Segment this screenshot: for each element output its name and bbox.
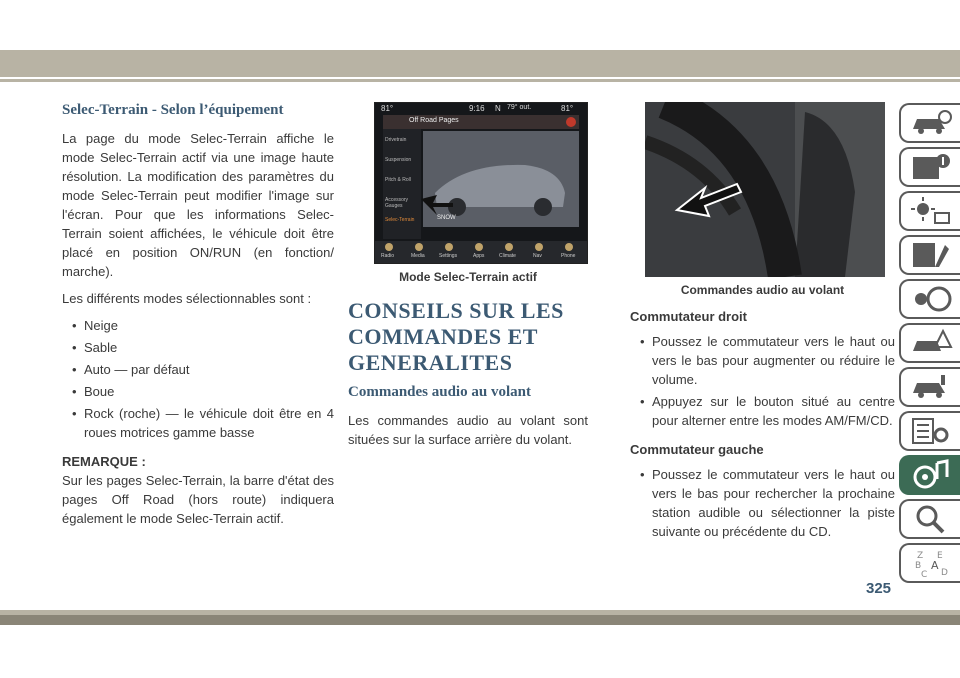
screen-temp-left: 81° — [381, 104, 394, 113]
screen-illustration — [375, 103, 587, 263]
left-switch-label: Commutateur gauche — [630, 442, 764, 457]
list-item: • Neige — [62, 316, 334, 335]
tab-starting-driving[interactable] — [899, 235, 960, 275]
page-number: 325 — [866, 580, 892, 597]
modes-list — [62, 316, 334, 442]
index-letter: A — [930, 559, 939, 572]
tab-index[interactable] — [899, 543, 960, 583]
modes-intro: Les différents modes sélectionnables sont : — [62, 291, 312, 306]
footer-band-dark — [0, 615, 960, 625]
screen-bottom-item: Phone — [561, 253, 576, 259]
audio-controls-subheading: Commandes audio au volant — [348, 384, 531, 400]
tab-maintenance[interactable] — [899, 367, 960, 407]
list-item: • Rock (roche) — le véhicule doit être en 4 roues motrices gamme basse — [62, 404, 334, 442]
screen-time: 9:16 — [469, 104, 485, 113]
selec-terrain-subheading: Selec-Terrain - Selon l’équipement — [62, 102, 284, 118]
tab-multimedia[interactable] — [899, 455, 960, 495]
index-letter: D — [940, 568, 948, 578]
screen-title: Off Road Pages — [409, 117, 459, 124]
right-switch-list — [630, 332, 895, 430]
tab-emergency[interactable] — [899, 323, 960, 363]
tab-specs[interactable] — [899, 411, 960, 451]
section-heading: CONSEILS SUR LES COMMANDES ET GENERALITES — [348, 298, 564, 375]
chapter-tabs — [899, 103, 960, 587]
car-info-icon — [909, 107, 953, 139]
screen-compass: N — [495, 104, 501, 113]
list-item: • Auto — par défaut — [62, 360, 334, 379]
column-middle — [348, 102, 588, 457]
screen-menu-item: Selec-Terrain — [385, 217, 415, 223]
screen-menu-item: Pitch & Roll — [385, 177, 411, 183]
column-left — [62, 102, 334, 536]
screen-bottom-item: Radio — [381, 253, 395, 259]
starting-driving-icon — [909, 239, 953, 271]
screen-bottom-item: Apps — [473, 253, 485, 259]
list-item: • Poussez le commutateur vers le haut ou vers le bas pour augmenter ou réduire le volume. — [630, 332, 895, 389]
specs-gear-icon — [909, 415, 953, 447]
screen-bottom-item: Nav — [533, 253, 542, 259]
tab-lights-message[interactable] — [899, 191, 960, 231]
selec-terrain-paragraph: La page du mode Selec-Terrain affiche le mode Selec-Terrain actif via une image haute résolution. La modification des paramètres du mode Selec-Terrain peut modifier l'image sur l'écran. Pour que les informations Selec-Terrain soient affichées, le véhicule doit être placé en position ON/RUN (en fonction/ marche). — [62, 131, 334, 279]
list-item: • Appuyez sur le bouton situé au centre pour alterner entre les modes AM/FM/CD. — [630, 392, 895, 430]
wheel-caption: Commandes audio au volant — [680, 283, 845, 297]
screen-menu-item: Suspension — [385, 157, 412, 163]
list-item: • Poussez le commutateur vers le haut ou vers le bas pour rechercher la prochaine station audible ou sélectionner la piste suivante ou précédente du CD. — [630, 465, 895, 541]
list-item: • Boue — [62, 382, 334, 401]
list-item: • Sable — [62, 338, 334, 357]
tab-warning-info[interactable] — [899, 147, 960, 187]
screen-bottom-item: Climate — [499, 253, 516, 259]
index-letter: Z — [916, 551, 923, 561]
screen-bottom-item: Media — [411, 253, 425, 259]
multimedia-icon — [909, 459, 953, 491]
screen-temp-right: 81° — [561, 104, 574, 113]
tab-car-info[interactable] — [899, 103, 960, 143]
header-band — [0, 50, 960, 77]
screen-bottom-item: Settings — [439, 253, 458, 259]
lights-message-icon — [909, 195, 953, 227]
index-letter: E — [936, 551, 943, 561]
index-letter: B — [914, 561, 921, 571]
tab-airbag-wheel[interactable] — [899, 279, 960, 319]
selec-terrain-screen-photo — [374, 102, 588, 264]
search-icon — [909, 503, 953, 535]
audio-controls-paragraph: Les commandes audio au volant sont situées sur la surface arrière du volant. — [348, 413, 588, 447]
steering-wheel-illustration — [645, 102, 885, 277]
note-label: REMARQUE : — [62, 454, 146, 469]
tab-search[interactable] — [899, 499, 960, 539]
index-icon — [909, 547, 953, 579]
emergency-icon — [909, 327, 953, 359]
maintenance-icon — [909, 371, 953, 403]
index-letter: C — [920, 570, 927, 579]
screen-menu-item: Drivetrain — [385, 137, 407, 143]
screen-mode-label: SNOW — [437, 215, 456, 221]
steering-wheel-photo — [645, 102, 885, 277]
airbag-wheel-icon — [909, 283, 953, 315]
right-switch-label: Commutateur droit — [630, 309, 747, 324]
note-text: Sur les pages Selec-Terrain, la barre d'état des pages Off Road (hors route) indiquera également le mode Selec-Terrain actif. — [62, 473, 334, 526]
column-right — [630, 102, 895, 551]
left-switch-list — [630, 465, 895, 541]
screen-menu-item: Accessory Gauges — [385, 197, 409, 209]
screen-caption: Mode Selec-Terrain actif — [399, 270, 537, 284]
header-rule — [0, 79, 960, 82]
screen-outside-temp: 79° out. — [507, 104, 532, 111]
warning-info-icon — [909, 151, 953, 183]
